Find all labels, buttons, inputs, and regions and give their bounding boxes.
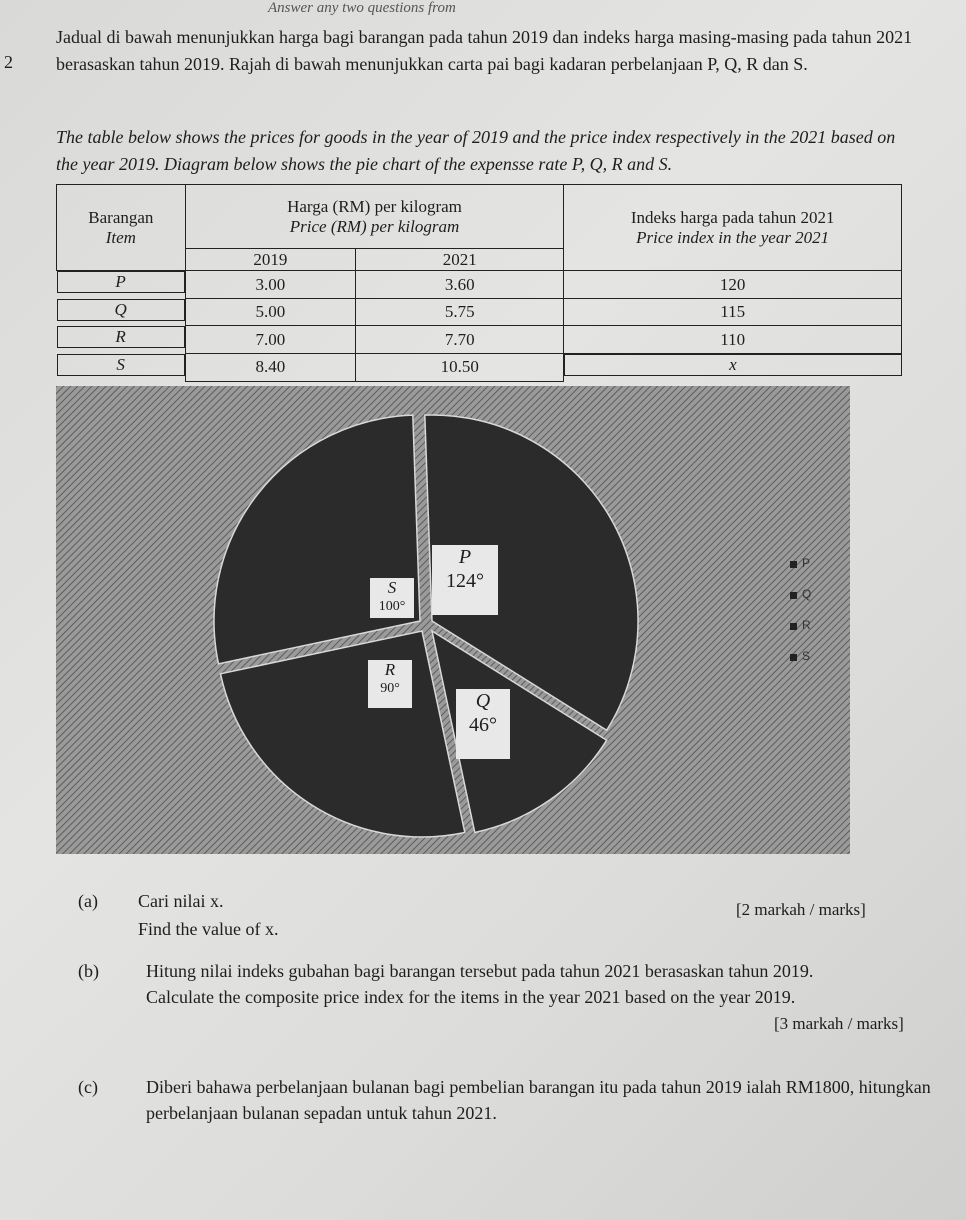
- part-a-marks: [2 markah / marks]: [736, 900, 866, 919]
- price-2019-cell: 3.00: [185, 271, 355, 299]
- part-b-en: Calculate the composite price index for the items in the year 2021 based on the year 2019.: [146, 987, 796, 1007]
- legend-swatch: [790, 561, 797, 568]
- slice-q-angle: 46°: [469, 714, 497, 736]
- header-note: Answer any two questions from: [268, 0, 456, 16]
- legend-item-q: Q: [790, 587, 811, 618]
- price-table: [56, 184, 902, 382]
- slice-label-p: [432, 545, 498, 615]
- part-a-ms: Cari nilai x.: [138, 891, 224, 911]
- part-c-text: Diberi bahawa perbelanjaan bulanan bagi pembelian barangan itu pada tahun 2019 ialah RM1800, hitungkan perbelanjaan bulanan sepadan untuk tahun 2021.: [146, 1077, 931, 1123]
- price-header-en: Price (RM) per kilogram: [289, 216, 460, 236]
- index-cell: 110: [564, 326, 902, 353]
- price-2021-cell: 10.50: [356, 353, 564, 381]
- part-a-en: Find the value of x.: [138, 919, 279, 939]
- price-2019-cell: 8.40: [185, 353, 355, 381]
- part-b-marks: [3 markah / marks]: [774, 1014, 904, 1033]
- item-cell: P: [57, 271, 185, 293]
- pie-legend: [790, 556, 811, 680]
- price-2021-cell: 3.60: [356, 271, 564, 299]
- slice-q-name: Q: [475, 690, 491, 712]
- item-cell: Q: [57, 299, 185, 321]
- index-header-en: Price index in the year 2021: [636, 227, 830, 247]
- item-header-ms: Barangan: [88, 207, 154, 227]
- price-header: [185, 185, 564, 249]
- intro-english: The table below shows the prices for goods in the year of 2019 and the price index respectively in the 2021 based on the year 2019. Diagram below shows the pie chart of the expensse rate P, Q, R and S.: [56, 127, 896, 174]
- table-row: [57, 299, 902, 326]
- index-header-ms: Indeks harga pada tahun 2021: [630, 207, 835, 227]
- index-header: [564, 185, 902, 271]
- slice-label-q: [456, 689, 510, 759]
- part-b-label: (b): [78, 961, 99, 981]
- slice-label-s: [370, 578, 414, 618]
- question-number: 2: [4, 52, 13, 72]
- item-cell: R: [57, 326, 185, 348]
- price-2019-cell: 7.00: [185, 326, 355, 353]
- legend-swatch: [790, 592, 797, 599]
- year-2019-header: 2019: [185, 249, 355, 271]
- index-cell: x: [564, 354, 901, 376]
- item-header: [57, 185, 186, 271]
- index-cell: 120: [564, 271, 902, 299]
- slice-r-angle: 90°: [380, 681, 400, 696]
- legend-swatch: [790, 654, 797, 661]
- table-row: [57, 326, 902, 353]
- slice-s-name: S: [387, 578, 397, 597]
- price-2021-cell: 5.75: [356, 299, 564, 326]
- price-2019-cell: 5.00: [185, 299, 355, 326]
- slice-r-name: R: [384, 660, 396, 679]
- legend-item-s: S: [790, 649, 811, 680]
- intro-malay: Jadual di bawah menunjukkan harga bagi barangan pada tahun 2019 dan indeks harga masing-masing pada tahun 2021 berasaskan tahun 2019. Rajah di bawah menunjukkan carta pai bagi kadaran perbelanjaan P, Q, R dan S.: [56, 27, 913, 74]
- pie-chart-area: [56, 386, 850, 854]
- price-header-ms: Harga (RM) per kilogram: [287, 196, 462, 216]
- slice-p-name: P: [458, 546, 472, 568]
- table-row: [57, 353, 902, 381]
- year-2021-header: 2021: [356, 249, 564, 271]
- legend-item-p: P: [790, 556, 811, 587]
- pie-chart: [56, 386, 850, 854]
- slice-label-r: [368, 660, 412, 708]
- legend-swatch: [790, 623, 797, 630]
- index-cell: 115: [564, 299, 902, 326]
- part-a-label: (a): [78, 891, 98, 911]
- part-b-ms: Hitung nilai indeks gubahan bagi barangan tersebut pada tahun 2021 berasaskan tahun 2019.: [146, 961, 814, 981]
- item-cell: S: [57, 354, 185, 376]
- legend-item-r: R: [790, 618, 811, 649]
- part-c-label: (c): [78, 1077, 98, 1097]
- item-header-en: Item: [105, 227, 136, 247]
- table-row: [57, 271, 902, 299]
- price-2021-cell: 7.70: [356, 326, 564, 353]
- slice-s-angle: 100°: [378, 599, 406, 614]
- slice-p-angle: 124°: [446, 570, 484, 592]
